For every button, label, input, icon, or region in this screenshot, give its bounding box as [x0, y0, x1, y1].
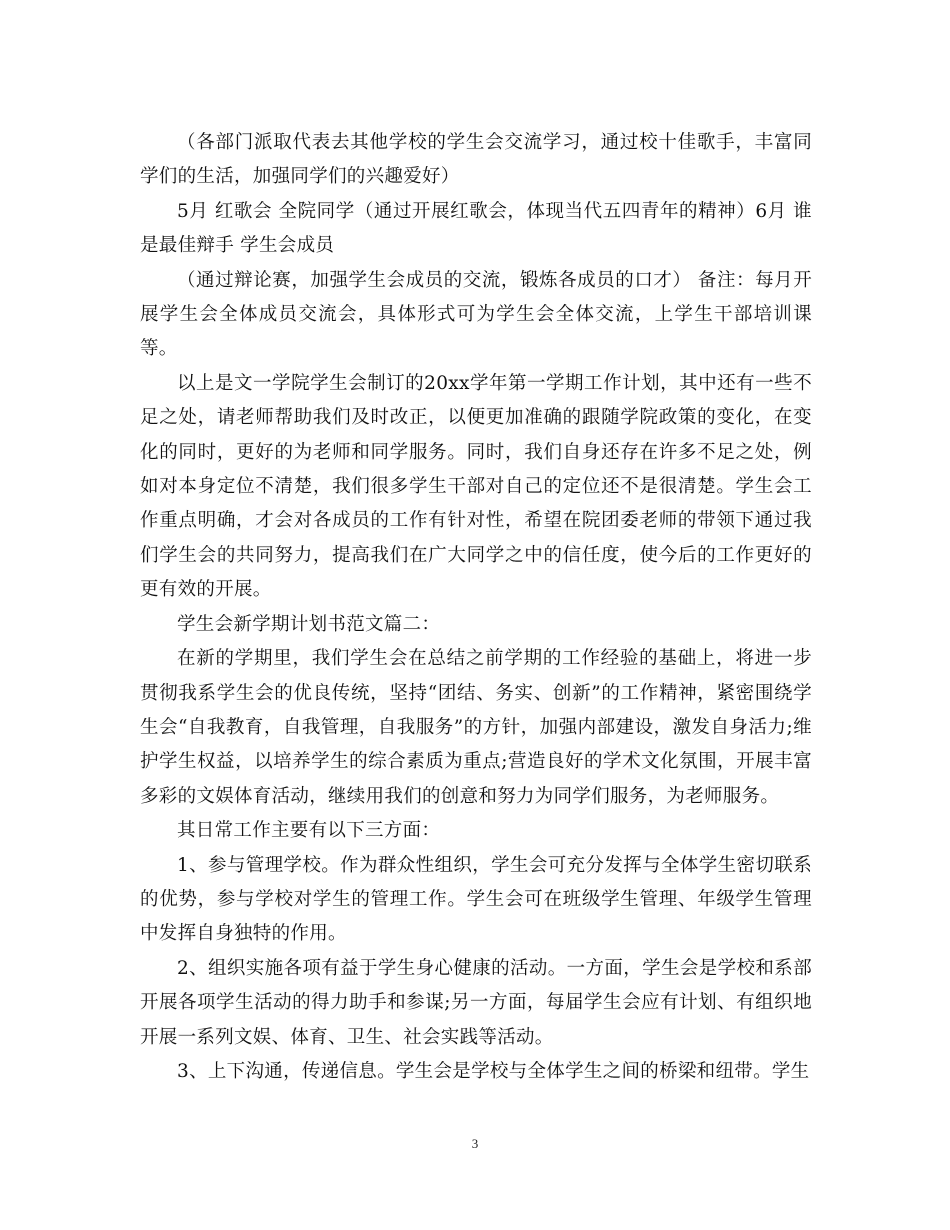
paragraph-daily-work-intro: 其日常工作主要有以下三方面： — [177, 820, 441, 842]
document-body — [140, 126, 812, 1089]
paragraph-item-3: 3、上下沟通，传递信息。学生会是学校与全体学生之间的桥梁和纽带。学生 — [177, 1060, 810, 1082]
paragraph-exchange-note: （各部门派取代表去其他学校的学生会交流学习，通过校十佳歌手，丰富同学们的生活，加强同学们的兴趣爱好） — [140, 132, 812, 188]
paragraph-summary: 以上是文一学院学生会制订的20xx学年第一学期工作计划，其中还有一些不足之处，请老师帮助我们及时改正，以便更加准确的跟随学院政策的变化，在变化的同时，更好的为老师和同学服务。同时，我们自身还存在许多不足之处，例如对本身定位不清楚，我们很多学生干部对自己的定位还不是很清楚。学生会工作重点明确，才会对各成员的工作有针对性，希望在院团委老师的带领下通过我们学生会的共同努力，提高我们在广大同学之中的信任度，使今后的工作更好的更有效的开展。 — [140, 372, 812, 601]
paragraph-may-june-plan: 5月 红歌会 全院同学（通过开展红歌会，体现当代五四青年的精神）6月 谁是最佳辩手 学生会成员 — [140, 200, 812, 257]
page-number: 3 — [471, 1136, 479, 1151]
paragraph-debate-note: （通过辩论赛，加强学生会成员的交流，锻炼各成员的口才） 备注：每月开展学生会全体成员交流会，具体形式可为学生会全体交流，上学生干部培训课等。 — [140, 269, 812, 360]
paragraph-new-semester: 在新的学期里，我们学生会在总结之前学期的工作经验的基础上，将进一步贯彻我系学生会的优良传统，坚持“团结、务实、创新”的工作精神，紧密围绕学生会“自我教育，自我管理，自我服务”的方针，加强内部建设，激发自身活力;维护学生权益，以培养学生的综合素质为重点;营造良好的学术文化氛围，开展丰富多彩的文娱体育活动，继续用我们的创意和努力为同学们服务，为老师服务。 — [140, 648, 812, 807]
paragraph-item-1: 1、参与管理学校。作为群众性组织，学生会可充分发挥与全体学生密切联系的优势，参与学校对学生的管理工作。学生会可在班级学生管理、年级学生管理中发挥自身独特的作用。 — [140, 854, 812, 945]
section-heading-part-two: 学生会新学期计划书范文篇二： — [177, 613, 441, 635]
paragraph-item-2: 2、组织实施各项有益于学生身心健康的活动。一方面，学生会是学校和系部开展各项学生活动的得力助手和参谋;另一方面，每届学生会应有计划、有组织地开展一系列文娱、体育、卫生、社会实践等活动。 — [140, 957, 812, 1048]
